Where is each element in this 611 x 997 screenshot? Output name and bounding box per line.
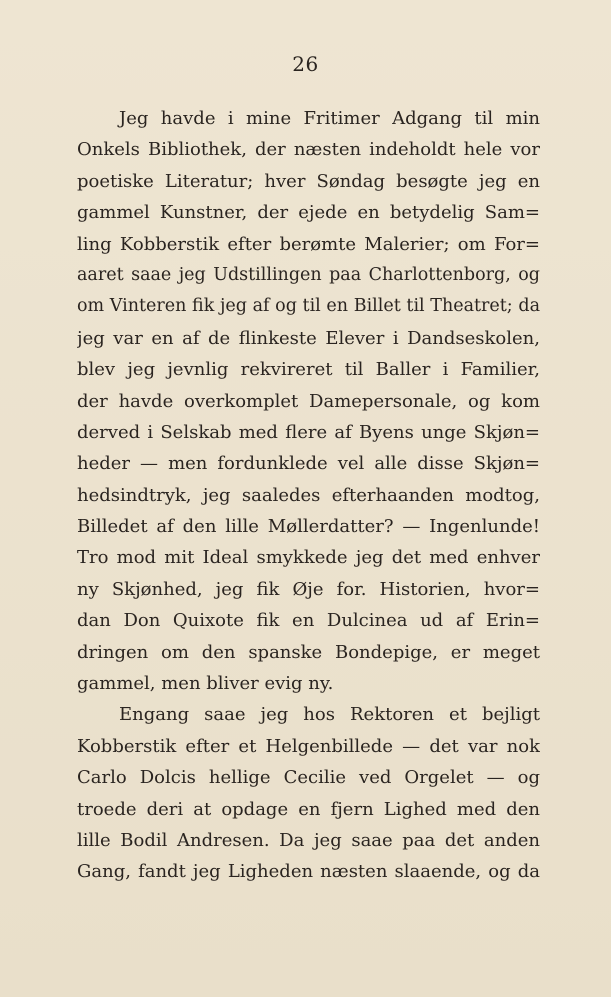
text-line: heder — men fordunklede vel alle disse Skjøn= (77, 453, 540, 475)
text-line: Onkels Bibliothek, der næsten indeholdt hele vor (77, 139, 540, 161)
text-line: jeg var en af de flinkeste Elever i Dandseskolen, (77, 327, 540, 349)
text-line: poetiske Literatur; hver Søndag besøgte jeg en (77, 170, 540, 192)
text-line: gammel, men bliver evig ny. (77, 673, 334, 695)
text-line: ny Skjønhed, jeg fik Øje for. Historien, hvor= (77, 578, 540, 600)
text-line: Jeg havde i mine Fritimer Adgang til min (119, 108, 540, 129)
text-line: der havde overkomplet Damepersonale, og kom (77, 390, 540, 412)
text-line: lille Bodil Andresen. Da jeg saae paa det anden (77, 829, 540, 851)
text-line: blev jeg jevnlig rekvireret til Baller i Familier, (77, 359, 540, 381)
paragraph (77, 103, 540, 699)
text-line: gammel Kunstner, der ejede en betydelig Sam= (77, 202, 540, 224)
text-line: Kobberstik efter et Helgenbillede — det var nok (77, 735, 540, 757)
text-line: dan Don Quixote fik en Dulcinea ud af Erin= (77, 610, 540, 632)
text-line: dringen om den spanske Bondepige, er meget (77, 641, 540, 663)
text-line: derved i Selskab med flere af Byens unge Skjøn= (77, 421, 540, 443)
text-line: om Vinteren fik jeg af og til en Billet til Theatret; da (77, 296, 540, 317)
page-number: 26 (292, 52, 319, 76)
text-line: aaret saae jeg Udstillingen paa Charlottenborg, og (77, 264, 540, 285)
text-line: hedsindtryk, jeg saaledes efterhaanden modtog, (77, 484, 540, 506)
text-line: Engang saae jeg hos Rektoren et bejligt (119, 704, 540, 726)
text-line: Gang, fandt jeg Ligheden næsten slaaende, og da (77, 861, 540, 883)
paragraph (77, 699, 540, 887)
text-line: Carlo Dolcis hellige Cecilie ved Orgelet — og (77, 767, 540, 789)
text-line: troede deri at opdage en fjern Lighed med den (77, 798, 540, 820)
text-line: Tro mod mit Ideal smykkede jeg det med enhver (77, 547, 540, 569)
body-text (77, 103, 540, 888)
text-line: ling Kobberstik efter berømte Malerier; om For= (77, 233, 540, 255)
text-line: Billedet af den lille Møllerdatter? — Ingenlunde! (77, 516, 540, 538)
